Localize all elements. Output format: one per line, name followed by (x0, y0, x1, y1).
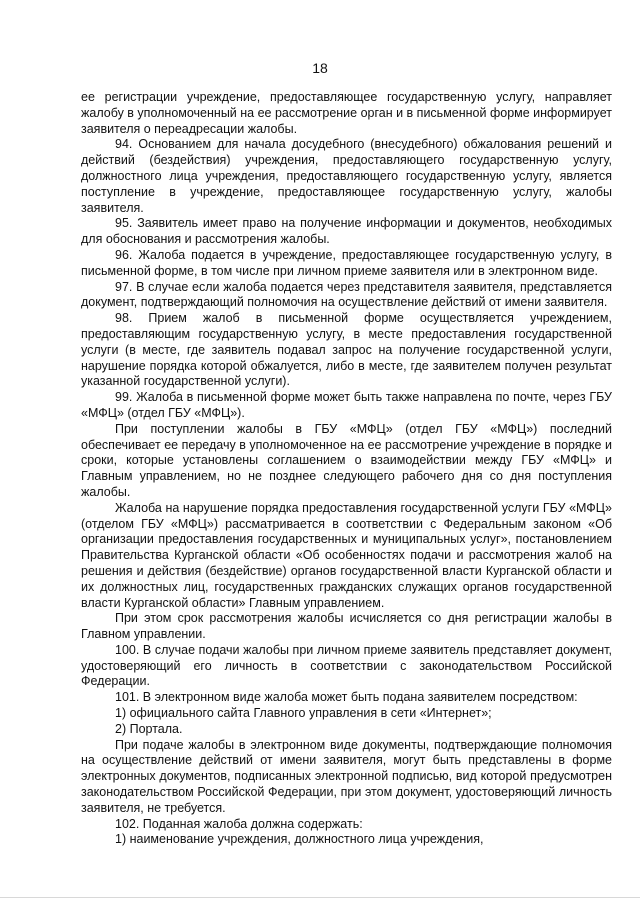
paragraph-101: 101. В электронном виде жалоба может быть подана заявителем посредством: (115, 690, 578, 705)
paragraph-101-electronic: При подаче жалобы в электронном виде документы, подтверждающие полномочия на осуществление действий от имени заявителя, могут быть представлены в форме электронных документов, подписанных электронной подписью, вид которой предусмотрен законодательством Российской Федерации, при этом документ, удостоверяющий личность заявителя, не требуется. (81, 737, 612, 815)
page-bottom-edge (0, 897, 640, 898)
paragraph-99-term: При этом срок рассмотрения жалобы исчисляется со дня регистрации жалобы в Главном управлении. (81, 611, 612, 642)
paragraph-99-mfc-complaint: Жалоба на нарушение порядка предоставления государственной услуги ГБУ «МФЦ» (отделом ГБУ «МФЦ») рассматривается в соответствии с Федеральным законом «Об организации предоставления государственных и муниципальных услуг», постановлением Правительства Курганской области «Об особенностях подачи и рассмотрения жалоб на решения и действия (бездействие) органов государственной власти Курганской области и их должностных лиц, государственных гражданских служащих органов государственной власти Курганской области» Главным управлением. (81, 500, 612, 610)
paragraph-95: 95. Заявитель имеет право на получение информации и документов, необходимых для обоснования и рассмотрения жалобы. (81, 216, 612, 247)
paragraph-98: 98. Прием жалоб в письменной форме осуществляется учреждением, предоставляющим государственную услугу, в месте предоставления государственной услуги (в месте, где заявитель подавал запрос на получение государственной услуги, нарушение порядка которой обжалуется, либо в месте, где заявителем получен результат указанной государственной услуги). (81, 311, 612, 389)
paragraph-102: 102. Поданная жалоба должна содержать: (115, 816, 363, 831)
paragraph-100: 100. В случае подачи жалобы при личном приеме заявитель представляет документ, удостоверяющий его личность в соответствии с законодательством Российской Федерации. (81, 642, 612, 689)
paragraph-101-item-1: 1) официального сайта Главного управления в сети «Интернет»; (115, 706, 492, 721)
page-number: 18 (312, 60, 328, 76)
paragraph-94: 94. Основанием для начала досудебного (внесудебного) обжалования решений и действий (бездействия) учреждения, предоставляющего государственную услугу, должностного лица учреждения, предоставляющего государственную услугу, является поступление в учреждение, предоставляющее государственную услугу, жалобы заявителя. (81, 137, 612, 215)
paragraph-99: 99. Жалоба в письменной форме может быть также направлена по почте, через ГБУ «МФЦ» (отдел ГБУ «МФЦ»). (81, 390, 612, 420)
paragraph-99-mfc-receipt: При поступлении жалобы в ГБУ «МФЦ» (отдел ГБУ «МФЦ») последний обеспечивает ее передачу в уполномоченное на ее рассмотрение учреждение в порядке и сроки, которые установлены соглашением о взаимодействии между ГБУ «МФЦ» и Главным управлением, но не позднее следующего рабочего дня со дня поступления жалобы. (81, 421, 612, 499)
paragraph-continuation: ее регистрации учреждение, предоставляющее государственную услугу, направляет жалобу в уполномоченный на ее рассмотрение орган и в письменной форме информирует заявителя о переадресации жалобы. (81, 90, 612, 136)
paragraph-96: 96. Жалоба подается в учреждение, предоставляющее государственную услугу, в письменной форме, в том числе при личном приеме заявителя или в электронном виде. (81, 247, 612, 278)
paragraph-102-item-1: 1) наименование учреждения, должностного лица учреждения, (115, 832, 484, 847)
paragraph-101-item-2: 2) Портала. (115, 721, 183, 736)
paragraph-97: 97. В случае если жалоба подается через представителя заявителя, представляется документ, подтверждающий полномочия на осуществление действий от имени заявителя. (81, 279, 612, 310)
document-body (81, 90, 612, 848)
